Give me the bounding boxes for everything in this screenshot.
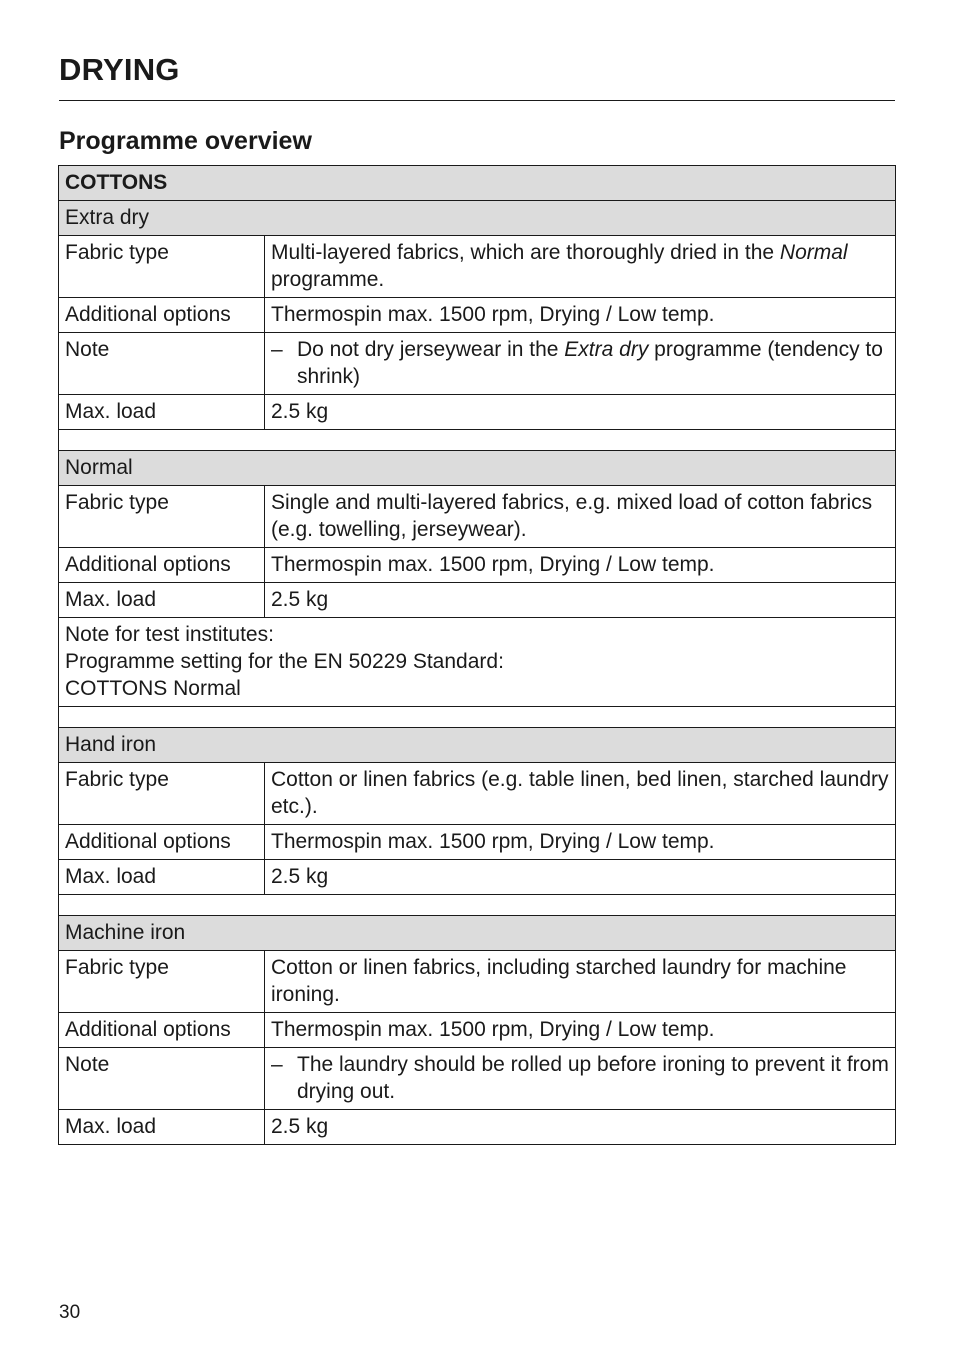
table-row bbox=[59, 825, 896, 860]
page-title: DRYING bbox=[59, 52, 180, 87]
table-row bbox=[59, 763, 896, 825]
row-label: Fabric type bbox=[59, 486, 265, 548]
row-value bbox=[265, 333, 896, 395]
title-divider bbox=[59, 100, 895, 101]
programme-title-hand-iron: Hand iron bbox=[59, 728, 896, 763]
programme-header-row bbox=[59, 451, 896, 486]
row-value bbox=[265, 1048, 896, 1110]
table-row bbox=[59, 583, 896, 618]
spacer-row bbox=[59, 707, 896, 728]
row-label: Note bbox=[59, 1048, 265, 1110]
row-value: Thermospin max. 1500 rpm, Drying / Low temp. bbox=[265, 548, 896, 583]
table-row bbox=[59, 1110, 896, 1145]
table-row bbox=[59, 1048, 896, 1110]
programme-title-normal: Normal bbox=[59, 451, 896, 486]
table-row bbox=[59, 395, 896, 430]
row-value: Multi-layered fabrics, which are thoroughly dried in the Normal programme. bbox=[265, 236, 896, 298]
group-header: COTTONS bbox=[59, 166, 896, 201]
note-item bbox=[271, 1051, 889, 1105]
row-label: Max. load bbox=[59, 583, 265, 618]
page-number: 30 bbox=[59, 1302, 81, 1323]
row-value: 2.5 kg bbox=[265, 583, 896, 618]
row-value: Cotton or linen fabrics (e.g. table linen, bed linen, starched laundry etc.). bbox=[265, 763, 896, 825]
programme-header-row bbox=[59, 916, 896, 951]
table-row bbox=[59, 548, 896, 583]
row-value: 2.5 kg bbox=[265, 860, 896, 895]
note-text: The laundry should be rolled up before ironing to prevent it from drying out. bbox=[297, 1053, 889, 1103]
row-label: Max. load bbox=[59, 1110, 265, 1145]
row-value: 2.5 kg bbox=[265, 1110, 896, 1145]
dash-bullet: – bbox=[271, 1053, 283, 1076]
table-row bbox=[59, 298, 896, 333]
table-row bbox=[59, 236, 896, 298]
table-row bbox=[59, 860, 896, 895]
row-label: Additional options bbox=[59, 1013, 265, 1048]
programme-header-row bbox=[59, 201, 896, 236]
programme-title-extra-dry: Extra dry bbox=[59, 201, 896, 236]
dash-bullet: – bbox=[271, 338, 283, 361]
row-label: Additional options bbox=[59, 548, 265, 583]
row-value: Cotton or linen fabrics, including starched laundry for machine ironing. bbox=[265, 951, 896, 1013]
table-row bbox=[59, 486, 896, 548]
row-value: Thermospin max. 1500 rpm, Drying / Low temp. bbox=[265, 298, 896, 333]
table-row bbox=[59, 333, 896, 395]
row-value: Single and multi-layered fabrics, e.g. mixed load of cotton fabrics (e.g. towelling, jerseywear). bbox=[265, 486, 896, 548]
row-value: Thermospin max. 1500 rpm, Drying / Low temp. bbox=[265, 825, 896, 860]
spacer-row bbox=[59, 895, 896, 916]
note-text: Do not dry jerseywear in the Extra dry programme (tendency to shrink) bbox=[297, 338, 883, 388]
row-label: Fabric type bbox=[59, 763, 265, 825]
test-institute-note: Note for test institutes: Programme setting for the EN 50229 Standard: COTTONS Normal bbox=[59, 618, 896, 707]
row-label: Fabric type bbox=[59, 951, 265, 1013]
note-item bbox=[271, 336, 889, 390]
programme-overview-table bbox=[58, 165, 896, 1145]
spacer-row bbox=[59, 430, 896, 451]
section-title: Programme overview bbox=[59, 127, 312, 155]
row-value: Thermospin max. 1500 rpm, Drying / Low temp. bbox=[265, 1013, 896, 1048]
table-row bbox=[59, 951, 896, 1013]
programme-header-row bbox=[59, 728, 896, 763]
row-value: 2.5 kg bbox=[265, 395, 896, 430]
row-label: Fabric type bbox=[59, 236, 265, 298]
row-label: Max. load bbox=[59, 860, 265, 895]
row-label: Max. load bbox=[59, 395, 265, 430]
test-note-row bbox=[59, 618, 896, 707]
row-label: Additional options bbox=[59, 825, 265, 860]
row-label: Note bbox=[59, 333, 265, 395]
table-row bbox=[59, 1013, 896, 1048]
row-label: Additional options bbox=[59, 298, 265, 333]
group-header-row bbox=[59, 166, 896, 201]
programme-title-machine-iron: Machine iron bbox=[59, 916, 896, 951]
